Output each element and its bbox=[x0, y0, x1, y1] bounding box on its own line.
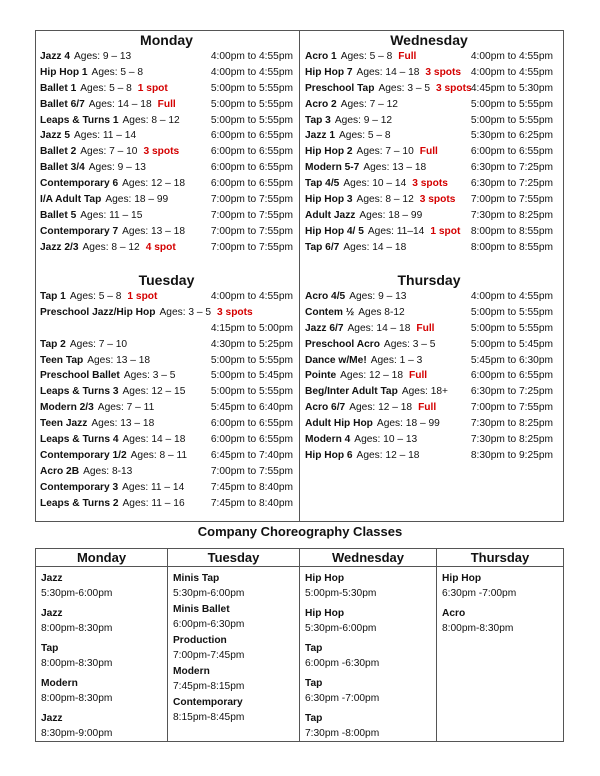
class-name: Jazz 2/3 bbox=[40, 241, 79, 253]
company-class-time: 8:00pm-8:30pm bbox=[41, 623, 113, 634]
class-row bbox=[40, 353, 293, 369]
class-name: Ballet 6/7 bbox=[40, 98, 85, 110]
company-class bbox=[36, 606, 167, 637]
class-time: 5:00pm to 5:55pm bbox=[470, 114, 553, 126]
class-ages: Ages: 12 – 18 bbox=[340, 370, 404, 382]
company-class-time: 5:30pm-6:00pm bbox=[305, 623, 377, 634]
class-row bbox=[305, 368, 553, 384]
company-class-time: 6:00pm-6:30pm bbox=[173, 619, 245, 630]
class-name: Hip Hop 7 bbox=[305, 66, 353, 78]
class-ages: Ages: 9 – 12 bbox=[334, 114, 393, 126]
class-row bbox=[305, 144, 553, 160]
company-class-time: 7:00pm-7:45pm bbox=[173, 650, 245, 661]
company-class bbox=[300, 641, 436, 672]
class-ages: Ages: 13 – 18 bbox=[87, 354, 151, 366]
class-row bbox=[305, 160, 553, 176]
company-class-name: Acro bbox=[442, 608, 466, 619]
class-time: 7:00pm to 7:55pm bbox=[210, 241, 293, 253]
company-class-name: Modern bbox=[173, 666, 210, 677]
company-class bbox=[168, 633, 299, 664]
class-name: Tap 1 bbox=[40, 291, 66, 302]
class-time: 7:45pm to 8:40pm bbox=[210, 481, 293, 493]
class-row bbox=[305, 416, 553, 432]
availability-flag: Full bbox=[409, 370, 428, 382]
company-class bbox=[168, 602, 299, 633]
class-row bbox=[305, 176, 553, 192]
class-row bbox=[305, 192, 553, 208]
availability-flag: 1 spot bbox=[430, 225, 461, 237]
class-row bbox=[40, 337, 293, 353]
class-ages: Ages: 8 – 12 bbox=[82, 241, 140, 253]
class-row bbox=[40, 400, 293, 416]
company-class bbox=[300, 711, 436, 742]
class-name: Modern 4 bbox=[305, 434, 351, 446]
class-row bbox=[40, 81, 293, 97]
availability-flag: Full bbox=[157, 98, 176, 110]
class-time: 6:00pm to 6:55pm bbox=[210, 434, 293, 446]
class-name: Ballet 1 bbox=[40, 82, 77, 94]
class-ages: Ages: 13 – 18 bbox=[122, 225, 185, 237]
class-name: Acro 2B bbox=[40, 465, 80, 477]
company-col-thursday bbox=[437, 549, 563, 741]
class-ages: Ages: 5 – 8 bbox=[340, 51, 393, 62]
class-name: Teen Tap bbox=[40, 354, 84, 366]
class-time: 6:00pm to 6:55pm bbox=[210, 178, 293, 190]
company-class-name: Minis Tap bbox=[173, 573, 220, 584]
class-row bbox=[305, 208, 553, 224]
class-ages: Ages: 14 – 18 bbox=[356, 66, 420, 78]
weekly-schedule-grid bbox=[35, 30, 564, 522]
class-name: Modern 2/3 bbox=[40, 402, 94, 414]
class-name: Contemporary 6 bbox=[40, 178, 119, 190]
class-time: 4:00pm to 4:55pm bbox=[470, 291, 553, 302]
class-ages: Ages: 14 – 18 bbox=[88, 98, 152, 110]
class-name: Teen Jazz bbox=[40, 418, 88, 430]
class-name: Preschool Ballet bbox=[40, 370, 120, 382]
class-row bbox=[305, 305, 553, 321]
class-time: 4:00pm to 4:55pm bbox=[470, 66, 553, 78]
tuesday-rows bbox=[40, 289, 293, 511]
monday-block bbox=[40, 31, 293, 256]
class-name: Pointe bbox=[305, 370, 337, 382]
class-row bbox=[40, 49, 293, 65]
class-time: 6:00pm to 6:55pm bbox=[210, 130, 293, 142]
class-row bbox=[305, 128, 553, 144]
class-time: 7:30pm to 8:25pm bbox=[470, 418, 553, 430]
availability-flag: Full bbox=[419, 146, 438, 158]
column-divider bbox=[299, 31, 300, 521]
class-row bbox=[305, 49, 553, 65]
class-row bbox=[40, 384, 293, 400]
class-name: Contemporary 7 bbox=[40, 225, 119, 237]
class-name: Ballet 2 bbox=[40, 146, 77, 158]
class-ages: Ages: 10 – 13 bbox=[354, 434, 418, 446]
class-ages: Ages: 18 – 99 bbox=[105, 194, 169, 206]
tuesday-block bbox=[40, 271, 293, 511]
class-row bbox=[40, 144, 293, 160]
class-time: 7:00pm to 7:55pm bbox=[210, 194, 293, 206]
class-time: 6:00pm to 6:55pm bbox=[210, 418, 293, 430]
class-name: Hip Hop 6 bbox=[305, 449, 353, 461]
wednesday-title: Wednesday bbox=[390, 32, 468, 48]
company-col-tuesday bbox=[168, 549, 300, 741]
class-time: 5:45pm to 6:30pm bbox=[470, 354, 553, 366]
class-time: 7:30pm to 8:25pm bbox=[470, 209, 553, 221]
company-class-time: 5:30pm-6:00pm bbox=[41, 588, 113, 599]
company-class bbox=[168, 571, 299, 602]
availability-flag: 3 spots bbox=[412, 178, 448, 190]
company-col-wednesday bbox=[300, 549, 437, 741]
class-time: 5:00pm to 5:55pm bbox=[470, 98, 553, 110]
class-time: 4:30pm to 5:25pm bbox=[210, 338, 293, 350]
class-time: 8:00pm to 8:55pm bbox=[470, 225, 553, 237]
class-name: Adult Hip Hop bbox=[305, 418, 373, 430]
company-class-name: Hip Hop bbox=[305, 608, 345, 619]
class-name: Jazz 5 bbox=[40, 130, 71, 142]
class-time: 6:30pm to 7:25pm bbox=[470, 178, 553, 190]
availability-flag: 4 spot bbox=[145, 241, 176, 253]
class-name: Adult Jazz bbox=[305, 209, 356, 221]
class-name: Jazz 4 bbox=[40, 51, 71, 62]
class-name: Leaps & Turns 3 bbox=[40, 386, 119, 398]
company-title: Company Choreography Classes bbox=[197, 524, 403, 539]
thursday-block bbox=[305, 271, 553, 464]
class-name: Ballet 3/4 bbox=[40, 162, 85, 174]
class-time: 6:30pm to 7:25pm bbox=[470, 162, 553, 174]
company-class bbox=[168, 695, 299, 726]
class-time: 5:00pm to 5:55pm bbox=[210, 386, 293, 398]
class-ages: Ages: 11–14 bbox=[367, 225, 425, 237]
availability-flag: 3 spots bbox=[143, 146, 180, 158]
class-time: 4:15pm to 5:00pm bbox=[210, 322, 293, 334]
class-ages: Ages: 3 – 5 bbox=[123, 370, 176, 382]
company-class bbox=[300, 571, 436, 602]
availability-flag: Full bbox=[398, 51, 417, 62]
company-class bbox=[36, 711, 167, 742]
class-row bbox=[40, 192, 293, 208]
class-row bbox=[40, 208, 293, 224]
class-ages: Ages: 5 – 8 bbox=[91, 66, 144, 78]
class-row bbox=[40, 176, 293, 192]
class-ages: Ages: 3 – 5 bbox=[383, 338, 436, 350]
class-ages: Ages: 3 – 5 bbox=[159, 306, 212, 318]
class-time: 7:00pm to 7:55pm bbox=[470, 402, 553, 414]
class-time: 4:00pm to 4:55pm bbox=[210, 291, 293, 302]
class-time: 5:45pm to 6:40pm bbox=[210, 402, 293, 414]
class-ages: Ages: 18 – 99 bbox=[359, 209, 423, 221]
class-time: 5:00pm to 5:45pm bbox=[210, 370, 293, 382]
class-time: 7:45pm to 8:40pm bbox=[210, 497, 293, 509]
availability-flag: Full bbox=[416, 322, 435, 334]
class-time: 7:30pm to 8:25pm bbox=[470, 434, 553, 446]
class-time: 4:00pm to 4:55pm bbox=[210, 51, 293, 62]
class-time: 7:00pm to 7:55pm bbox=[210, 465, 293, 477]
company-class bbox=[168, 664, 299, 695]
class-row bbox=[305, 97, 553, 113]
class-row bbox=[305, 81, 553, 97]
class-ages: Ages: 7 – 10 bbox=[356, 146, 414, 158]
class-name: Leaps & Turns 2 bbox=[40, 497, 119, 509]
class-ages: Ages: 9 – 13 bbox=[88, 162, 146, 174]
class-row bbox=[40, 464, 293, 480]
class-name: Acro 1 bbox=[305, 51, 337, 62]
class-row bbox=[40, 448, 293, 464]
class-name: Hip Hop 4/ 5 bbox=[305, 225, 364, 237]
class-row bbox=[305, 321, 553, 337]
company-class-name: Hip Hop bbox=[442, 573, 482, 584]
class-row bbox=[40, 289, 293, 305]
class-name: Hip Hop 1 bbox=[40, 66, 88, 78]
class-time: 5:00pm to 5:55pm bbox=[210, 354, 293, 366]
class-ages: Ages: 1 – 3 bbox=[370, 354, 423, 366]
class-time: 4:45pm to 5:30pm bbox=[470, 82, 553, 94]
class-ages: Ages: 11 – 14 bbox=[122, 481, 185, 493]
class-row bbox=[40, 224, 293, 240]
class-time: 5:00pm to 5:55pm bbox=[470, 322, 553, 334]
class-time: 5:30pm to 6:25pm bbox=[470, 130, 553, 142]
company-class-name: Production bbox=[173, 635, 227, 646]
company-class-time: 8:00pm-8:30pm bbox=[41, 693, 113, 704]
class-name: Jazz 6/7 bbox=[305, 322, 344, 334]
class-time: 6:00pm to 6:55pm bbox=[470, 370, 553, 382]
class-ages: Ages: 5 – 8 bbox=[69, 291, 122, 302]
class-name: Leaps & Turns 4 bbox=[40, 434, 119, 446]
class-time: 7:00pm to 7:55pm bbox=[210, 225, 293, 237]
monday-title: Monday bbox=[140, 32, 193, 48]
company-day-title: Tuesday bbox=[168, 549, 299, 567]
company-day-title: Monday bbox=[36, 549, 167, 567]
class-row bbox=[40, 240, 293, 256]
class-ages: Ages: 12 – 15 bbox=[122, 386, 186, 398]
wednesday-block bbox=[305, 31, 553, 256]
class-ages: Ages: 14 – 18 bbox=[343, 241, 407, 253]
class-row bbox=[305, 224, 553, 240]
company-class bbox=[300, 676, 436, 707]
class-row bbox=[305, 113, 553, 129]
company-class-name: Contemporary bbox=[173, 697, 243, 708]
class-row bbox=[40, 321, 293, 337]
company-class-name: Tap bbox=[41, 643, 59, 654]
class-row bbox=[40, 432, 293, 448]
class-ages: Ages: 9 – 13 bbox=[349, 291, 407, 302]
class-ages: Ages: 14 – 18 bbox=[347, 322, 411, 334]
company-class bbox=[437, 606, 563, 637]
class-name: Acro 2 bbox=[305, 98, 337, 110]
company-class-time: 6:30pm -7:00pm bbox=[442, 588, 517, 599]
class-row bbox=[305, 432, 553, 448]
class-name: I/A Adult Tap bbox=[40, 194, 102, 206]
company-class-name: Jazz bbox=[41, 608, 63, 619]
company-class-name: Tap bbox=[305, 713, 323, 724]
class-time: 5:00pm to 5:55pm bbox=[210, 98, 293, 110]
tuesday-title: Tuesday bbox=[138, 272, 195, 288]
class-ages: Ages: 3 – 5 bbox=[378, 82, 430, 94]
company-class-time: 6:00pm -6:30pm bbox=[305, 658, 380, 669]
company-class-time: 6:30pm -7:00pm bbox=[305, 693, 380, 704]
class-row bbox=[40, 496, 293, 512]
class-name: Hip Hop 3 bbox=[305, 194, 353, 206]
class-ages: Ages: 10 – 14 bbox=[343, 178, 407, 190]
class-name: Dance w/Me! bbox=[305, 354, 367, 366]
company-class bbox=[300, 606, 436, 637]
availability-flag: 3 spots bbox=[217, 306, 253, 318]
class-time: 7:00pm to 7:55pm bbox=[210, 209, 293, 221]
class-row bbox=[305, 65, 553, 81]
monday-rows bbox=[40, 49, 293, 256]
class-ages: Ages: 7 – 10 bbox=[69, 338, 128, 350]
class-ages: Ages: 14 – 18 bbox=[122, 434, 186, 446]
class-name: Beg/Inter Adult Tap bbox=[305, 386, 398, 398]
class-name: Contemporary 3 bbox=[40, 481, 119, 493]
class-time: 6:00pm to 6:55pm bbox=[210, 146, 293, 158]
company-class-time: 7:30pm -8:00pm bbox=[305, 728, 380, 739]
class-name: Tap 3 bbox=[305, 114, 331, 126]
class-time: 5:00pm to 5:55pm bbox=[470, 306, 553, 318]
class-ages: Ages: 18+ bbox=[401, 386, 448, 398]
class-name: Tap 2 bbox=[40, 338, 66, 350]
class-ages: Ages 8-12 bbox=[358, 306, 405, 318]
availability-flag: Full bbox=[418, 402, 437, 414]
wednesday-rows bbox=[305, 49, 553, 256]
availability-flag: 3 spots bbox=[436, 82, 472, 94]
class-ages: Ages: 12 – 18 bbox=[356, 449, 420, 461]
class-ages: Ages: 8 – 12 bbox=[122, 114, 180, 126]
company-class-name: Tap bbox=[305, 678, 323, 689]
class-time: 4:00pm to 4:55pm bbox=[210, 66, 293, 78]
class-ages: Ages: 7 – 11 bbox=[97, 402, 155, 414]
class-row bbox=[40, 305, 293, 321]
class-row bbox=[305, 400, 553, 416]
class-row bbox=[40, 113, 293, 129]
company-class-name: Modern bbox=[41, 678, 78, 689]
class-row bbox=[40, 128, 293, 144]
class-time: 6:30pm to 7:25pm bbox=[470, 386, 553, 398]
company-class-time: 8:15pm-8:45pm bbox=[173, 712, 245, 723]
availability-flag: 1 spot bbox=[137, 82, 168, 94]
company-day-title: Thursday bbox=[437, 549, 563, 567]
class-time: 4:00pm to 4:55pm bbox=[470, 51, 553, 62]
class-name: Tap 4/5 bbox=[305, 178, 340, 190]
class-time: 6:00pm to 6:55pm bbox=[210, 162, 293, 174]
class-name: Hip Hop 2 bbox=[305, 146, 353, 158]
class-time: 5:00pm to 5:45pm bbox=[470, 338, 553, 350]
class-row bbox=[305, 384, 553, 400]
class-row bbox=[40, 97, 293, 113]
company-class bbox=[437, 571, 563, 602]
class-row bbox=[40, 160, 293, 176]
company-class-time: 7:45pm-8:15pm bbox=[173, 681, 245, 692]
company-class-time: 5:00pm-5:30pm bbox=[305, 588, 377, 599]
company-day-title: Wednesday bbox=[300, 549, 436, 567]
class-name: Preschool Acro bbox=[305, 338, 380, 350]
class-ages: Ages: 11 – 15 bbox=[80, 209, 143, 221]
class-row bbox=[305, 240, 553, 256]
class-ages: Ages: 11 – 14 bbox=[74, 130, 137, 142]
class-name: Preschool Jazz/Hip Hop bbox=[40, 306, 156, 318]
class-time: 5:00pm to 5:55pm bbox=[210, 82, 293, 94]
class-row bbox=[40, 480, 293, 496]
thursday-rows bbox=[305, 289, 553, 464]
class-time: 6:45pm to 7:40pm bbox=[210, 449, 293, 461]
company-class-time: 8:30pm-9:00pm bbox=[41, 728, 113, 739]
thursday-title: Thursday bbox=[397, 272, 461, 288]
company-grid bbox=[35, 548, 564, 742]
class-name: Modern 5-7 bbox=[305, 162, 360, 174]
company-class-name: Tap bbox=[305, 643, 323, 654]
class-name: Jazz 1 bbox=[305, 130, 336, 142]
class-ages: Ages: 12 – 18 bbox=[122, 178, 185, 190]
class-name: Preschool Tap bbox=[305, 82, 375, 94]
class-ages: Ages: 13 – 18 bbox=[363, 162, 427, 174]
class-time: 5:00pm to 5:55pm bbox=[210, 114, 293, 126]
company-class-name: Jazz bbox=[41, 573, 63, 584]
company-class-time: 5:30pm-6:00pm bbox=[173, 588, 245, 599]
class-name: Contem ½ bbox=[305, 306, 355, 318]
company-class-name: Jazz bbox=[41, 713, 63, 724]
class-name: Leaps & Turns 1 bbox=[40, 114, 119, 126]
class-ages: Ages: 13 – 18 bbox=[91, 418, 155, 430]
class-time: 8:00pm to 8:55pm bbox=[470, 241, 553, 253]
class-ages: Ages: 8 – 12 bbox=[356, 194, 414, 206]
class-ages: Ages: 18 – 99 bbox=[376, 418, 440, 430]
availability-flag: 3 spots bbox=[419, 194, 456, 206]
class-name: Contemporary 1/2 bbox=[40, 449, 127, 461]
class-time: 8:30pm to 9:25pm bbox=[470, 449, 553, 461]
class-ages: Ages: 7 – 10 bbox=[80, 146, 138, 158]
class-row bbox=[305, 337, 553, 353]
class-ages: Ages: 5 – 8 bbox=[339, 130, 391, 142]
class-name: Acro 4/5 bbox=[305, 291, 346, 302]
class-row bbox=[305, 353, 553, 369]
class-ages: Ages: 11 – 16 bbox=[122, 497, 185, 509]
class-row bbox=[40, 416, 293, 432]
company-class bbox=[36, 641, 167, 672]
company-class bbox=[36, 571, 167, 602]
class-row bbox=[40, 65, 293, 81]
class-time: 6:00pm to 6:55pm bbox=[470, 146, 553, 158]
class-time: 7:00pm to 7:55pm bbox=[470, 194, 553, 206]
class-ages: Ages: 8 – 11 bbox=[130, 449, 188, 461]
class-ages: Ages: 12 – 18 bbox=[349, 402, 413, 414]
company-class-name: Minis Ballet bbox=[173, 604, 230, 615]
class-name: Tap 6/7 bbox=[305, 241, 340, 253]
class-name: Ballet 5 bbox=[40, 209, 77, 221]
company-class-name: Hip Hop bbox=[305, 573, 345, 584]
company-class-time: 8:00pm-8:30pm bbox=[442, 623, 514, 634]
company-class-time: 8:00pm-8:30pm bbox=[41, 658, 113, 669]
availability-flag: 3 spots bbox=[425, 66, 462, 78]
availability-flag: 1 spot bbox=[127, 291, 158, 302]
class-row bbox=[305, 289, 553, 305]
class-ages: Ages: 9 – 13 bbox=[74, 51, 132, 62]
class-ages: Ages: 7 – 12 bbox=[340, 98, 398, 110]
class-row bbox=[305, 448, 553, 464]
company-col-monday bbox=[36, 549, 168, 741]
class-row bbox=[40, 368, 293, 384]
class-ages: Ages: 5 – 8 bbox=[80, 82, 132, 94]
class-name: Acro 6/7 bbox=[305, 402, 346, 414]
class-ages: Ages: 8-13 bbox=[83, 465, 133, 477]
company-class bbox=[36, 676, 167, 707]
